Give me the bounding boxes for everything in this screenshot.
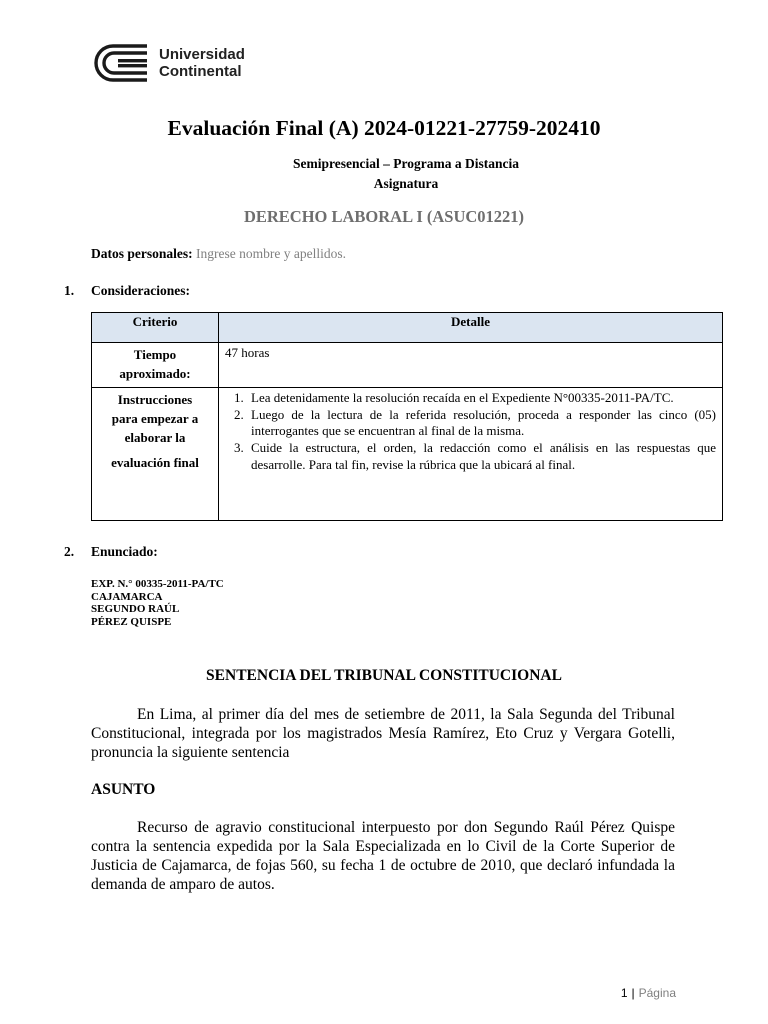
table-header-criterio: Criterio	[92, 313, 219, 343]
university-name	[159, 46, 245, 80]
personal-data-line	[91, 246, 346, 262]
university-name-line1: Universidad	[159, 46, 245, 63]
section-1-title: Consideraciones:	[91, 283, 190, 298]
criterio-time-cell	[92, 343, 219, 388]
case-file-number: EXP. N.° 00335-2011-PA/TC	[91, 578, 224, 590]
criterio-inst-line4: evaluación final	[111, 455, 199, 470]
list-item: 1. Lea detenidamente la resolución recaída en el Expediente N°00335-2011-PA/TC.	[247, 390, 716, 407]
criterio-time-line1: Tiempo	[133, 347, 177, 362]
considerations-table	[91, 312, 723, 521]
detalle-time-cell: 47 horas	[219, 343, 723, 388]
judgment-title: SENTENCIA DEL TRIBUNAL CONSTITUCIONAL	[206, 667, 562, 684]
personal-data-input[interactable]: Ingrese nombre y apellidos.	[196, 246, 346, 261]
section-1-number: 1.	[64, 283, 75, 298]
university-logo	[91, 42, 245, 84]
exam-title: Evaluación Final (A) 2024-01221-27759-202410	[167, 116, 601, 140]
criterio-inst-line2: para empezar a	[111, 411, 199, 426]
case-file-party-line1: SEGUNDO RAÚL	[91, 603, 180, 615]
asunto-heading: ASUNTO	[91, 781, 156, 798]
personal-data-label: Datos personales:	[91, 246, 193, 261]
section-2-number: 2.	[64, 544, 75, 559]
criterio-instructions-cell	[92, 388, 219, 521]
course-name: DERECHO LABORAL I (ASUC01221)	[243, 207, 525, 226]
instructions-list	[225, 390, 716, 474]
list-item: 3. Cuide la estructura, el orden, la redacción como el análisis en las respuestas que desarrolle. Para tal fin, revise la rúbrica que la ubicará al final.	[247, 440, 716, 473]
list-item: 2. Luego de la lectura de la referida resolución, proceda a responder las cinco (05) interrogantes que se encuentran al final de la misma.	[247, 407, 716, 440]
exam-modality: Semipresencial – Programa a Distancia	[293, 156, 519, 171]
page-label: Página	[638, 986, 676, 1000]
table-row	[92, 388, 723, 521]
page-footer	[621, 986, 676, 1000]
table-header-detalle: Detalle	[219, 313, 723, 343]
university-name-line2: Continental	[159, 63, 242, 80]
criterio-inst-line3: elaborar la	[124, 430, 186, 445]
table-row	[92, 343, 723, 388]
footer-separator: |	[631, 986, 635, 1000]
case-file-location: CAJAMARCA	[91, 590, 163, 603]
detalle-instructions-cell	[219, 388, 723, 521]
criterio-time-line2: aproximado:	[119, 366, 191, 381]
section-2-title: Enunciado:	[91, 544, 158, 559]
judgment-intro-paragraph: En Lima, al primer día del mes de setiembre de 2011, la Sala Segunda del Tribunal Constitucional, integrada por los magistrados Mesía Ramírez, Eto Cruz y Vergara Gotelli, pronuncia la siguiente sentencia	[91, 706, 675, 761]
table-header-row	[92, 313, 723, 343]
university-logo-icon	[91, 42, 149, 84]
case-file-party-line2: PÉREZ QUISPE	[91, 615, 172, 628]
case-file-block	[91, 578, 224, 628]
subject-label: Asignatura	[373, 176, 439, 191]
asunto-paragraph: Recurso de agravio constitucional interpuesto por don Segundo Raúl Pérez Quispe contra la sentencia expedida por la Sala Especializada en lo Civil de la Corte Superior de Justicia de Cajamarca, de fojas 560, su fecha 1 de octubre de 2010, que declaró infundada la demanda de amparo de autos.	[91, 819, 675, 893]
page-number: 1	[620, 986, 628, 1000]
criterio-inst-line1: Instrucciones	[117, 392, 193, 407]
